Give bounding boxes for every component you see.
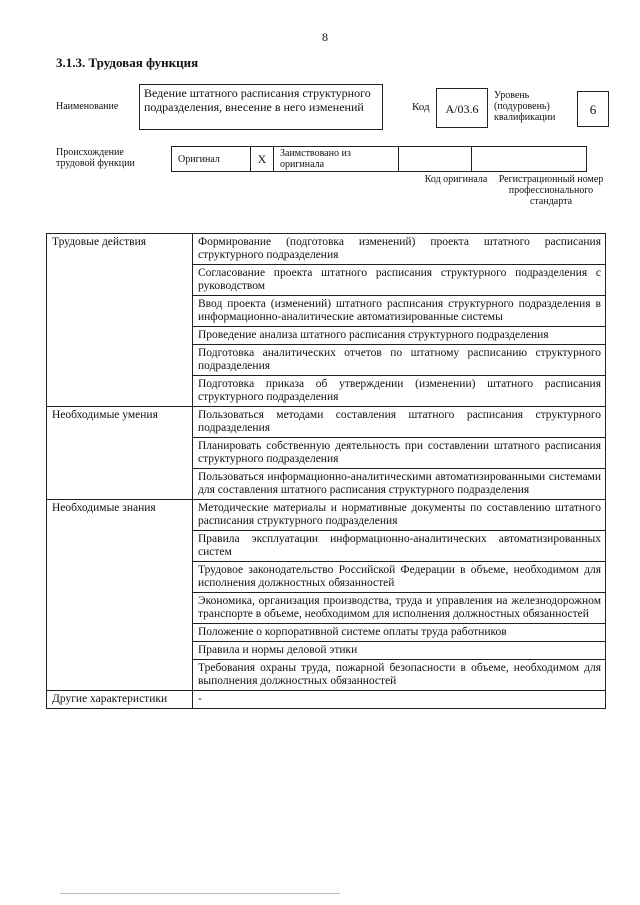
row-item: Экономика, организация производства, труда и управления на железнодорожном транспорте в объеме, необходимом для исполнения должностных обязанностей bbox=[193, 593, 606, 624]
page-number: 8 bbox=[322, 30, 328, 44]
code-label: Код bbox=[412, 101, 430, 113]
original-code-label: Код оригинала bbox=[424, 174, 488, 185]
table-row bbox=[47, 234, 606, 265]
row-item: Подготовка приказа об утверждении (изменении) штатного расписания структурного подразделения bbox=[193, 376, 606, 407]
row-category: Трудовые действия bbox=[47, 234, 193, 407]
row-item: Требования охраны труда, пожарной безопасности в объеме, необходимом для выполнения должностных обязанностей bbox=[193, 660, 606, 691]
row-item: Трудовое законодательство Российской Федерации в объеме, необходимом для исполнения должностных обязанностей bbox=[193, 562, 606, 593]
row-item: Пользоваться методами составления штатного расписания структурного подразделения bbox=[193, 407, 606, 438]
row-item: - bbox=[193, 691, 606, 709]
row-item: Методические материалы и нормативные документы по составлению штатного расписания структурного подразделения bbox=[193, 500, 606, 531]
borrowed-label: Заимствовано из оригинала bbox=[274, 147, 399, 172]
registration-cell bbox=[472, 147, 587, 172]
row-item: Проведение анализа штатного расписания структурного подразделения bbox=[193, 327, 606, 345]
original-label: Оригинал bbox=[172, 147, 251, 172]
row-category: Необходимые знания bbox=[47, 500, 193, 691]
code-value: А/03.6 bbox=[436, 88, 488, 128]
origin-label: Происхождение трудовой функции bbox=[56, 147, 135, 169]
function-name: Ведение штатного расписания структурного подразделения, внесение в него изменений bbox=[144, 86, 371, 114]
name-label: Наименование bbox=[56, 101, 119, 112]
original-mark: Х bbox=[251, 147, 274, 172]
row-category: Необходимые умения bbox=[47, 407, 193, 500]
registration-number-label: Регистрационный номер профессионального стандарта bbox=[498, 174, 604, 207]
table-row bbox=[47, 500, 606, 531]
row-item: Пользоваться информационно-аналитическими автоматизированными системами для составления штатного расписания структурного подразделения bbox=[193, 469, 606, 500]
table-row bbox=[47, 691, 606, 709]
row-item: Правила и нормы деловой этики bbox=[193, 642, 606, 660]
row-item: Подготовка аналитических отчетов по штатному расписанию структурного подразделения bbox=[193, 345, 606, 376]
row-item: Согласование проекта штатного расписания структурного подразделения с руководством bbox=[193, 265, 606, 296]
row-item: Правила эксплуатации информационно-аналитических автоматизированных систем bbox=[193, 531, 606, 562]
table-row bbox=[47, 407, 606, 438]
level-value: 6 bbox=[577, 91, 609, 127]
section-title: 3.1.3. Трудовая функция bbox=[56, 55, 199, 70]
labor-function-table bbox=[46, 233, 606, 709]
original-code-cell bbox=[399, 147, 472, 172]
row-item: Формирование (подготовка изменений) проекта штатного расписания структурного подразделения bbox=[193, 234, 606, 265]
row-category: Другие характеристики bbox=[47, 691, 193, 709]
footer-divider bbox=[60, 893, 340, 894]
row-item: Планировать собственную деятельность при составлении штатного расписания структурного подразделения bbox=[193, 438, 606, 469]
row-item: Положение о корпоративной системе оплаты труда работников bbox=[193, 624, 606, 642]
row-item: Ввод проекта (изменений) штатного расписания структурного подразделения в информационно-аналитические автоматизированные системы bbox=[193, 296, 606, 327]
level-label: Уровень (подуровень) квалификации bbox=[494, 90, 556, 123]
origin-table bbox=[171, 146, 587, 172]
function-name-box bbox=[139, 84, 383, 130]
